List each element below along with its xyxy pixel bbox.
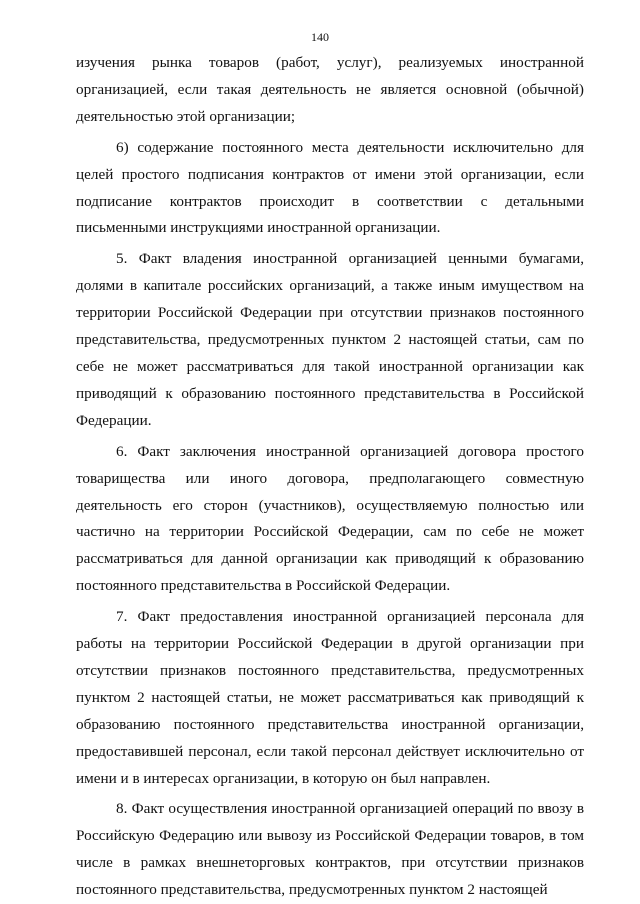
page-number: 140 bbox=[311, 30, 329, 44]
paragraph-continuation: изучения рынка товаров (работ, услуг), реализуемых иностранной организацией, если такая деятельность не является основной (обычной) деятельностью этой организации; bbox=[76, 54, 584, 125]
paragraph-clause-6: 6. Факт заключения иностранной организацией договора простого товарищества или иного договора, предполагающего совместную деятельность его сторон (участников), осуществляемую полностью или частично на территории Российской Федерации, сам по себе не может рассматриваться для данной организации как приводящий к образованию постоянного представительства в Российской Федерации. bbox=[76, 442, 584, 595]
paragraph-clause-7: 7. Факт предоставления иностранной организацией персонала для работы на территории Российской Федерации в другой организации при отсутствии признаков постоянного представительства, предусмотренных пунктом 2 настоящей статьи, не может рассматриваться как приводящий к образованию постоянного представительства иностранной организации, предоставившей персонал, если такой персонал действует исключительно от имени и в интересах организации, в которую он был направлен. bbox=[76, 608, 584, 787]
document-body bbox=[76, 50, 584, 904]
paragraph-item-6: 6) содержание постоянного места деятельности исключительно для целей простого подписания контрактов от имени этой организации, если подписание контрактов происходит в соответствии с детальными письменными инструкциями иностранной организации. bbox=[76, 138, 584, 237]
paragraph-clause-8: 8. Факт осуществления иностранной организацией операций по ввозу в Российскую Федерацию или вывозу из Российской Федерации товаров, в том числе в рамках внешнеторговых контрактов, при отсутствии признаков постоянного представительства, предусмотренных пунктом 2 настоящей bbox=[76, 800, 584, 899]
paragraph-clause-5: 5. Факт владения иностранной организацией ценными бумагами, долями в капитале российских организаций, а также иным имуществом на территории Российской Федерации при отсутствии признаков постоянного представительства, предусмотренных пунктом 2 настоящей статьи, сам по себе не может рассматриваться для такой иностранной организации как приводящий к образованию постоянного представительства в Российской Федерации. bbox=[76, 250, 584, 429]
